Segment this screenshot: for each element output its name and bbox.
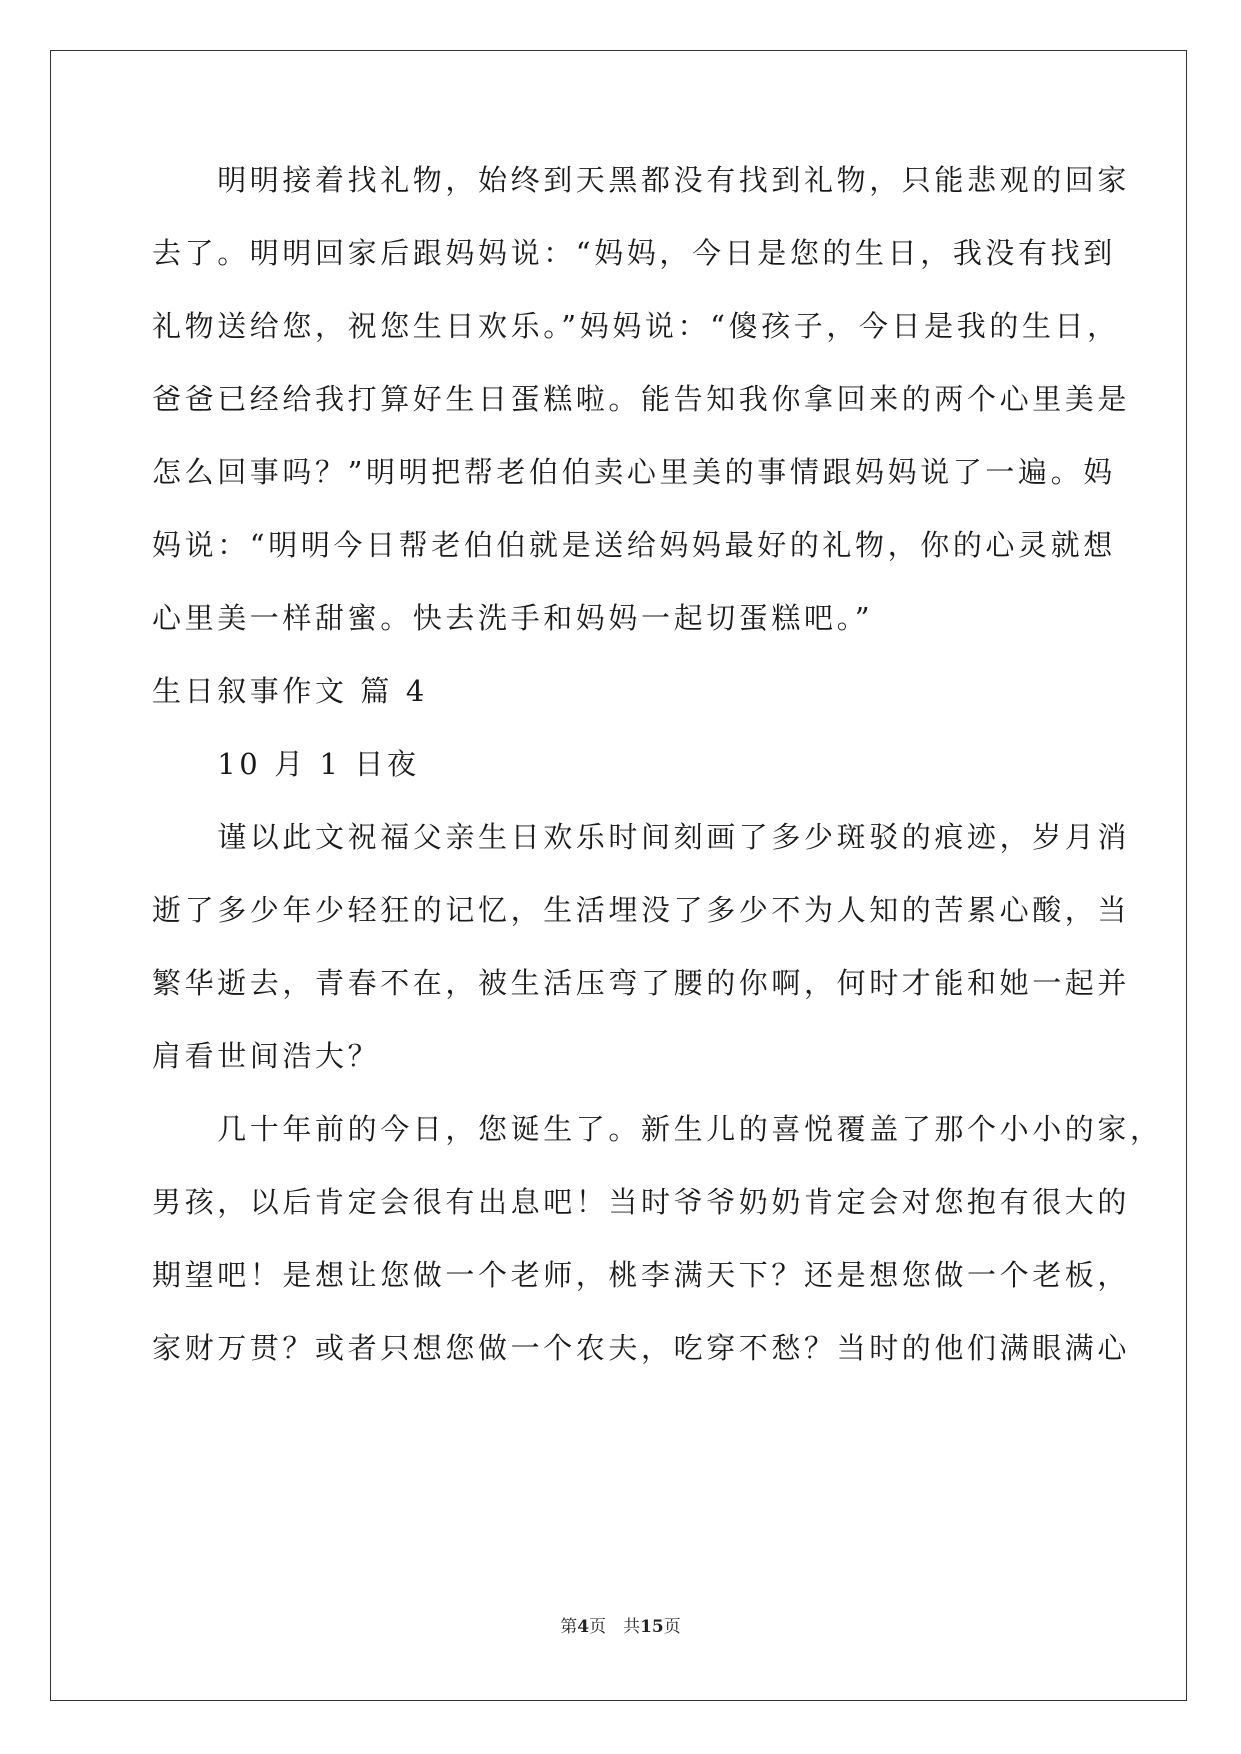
date-line: 10 月 1 日夜	[152, 747, 420, 781]
text-line: 男孩，以后肯定会很有出息吧！当时爷爷奶奶肯定会对您抱有很大的	[152, 1185, 1131, 1219]
text-line: 爸爸已经给我打算好生日蛋糕啦。能告知我你拿回来的两个心里美是	[152, 382, 1131, 416]
text-line: 妈说：“明明今日帮老伯伯就是送给妈妈最好的礼物，你的心灵就想	[152, 528, 1116, 562]
total-page-count: 15	[640, 1617, 664, 1637]
section-heading: 生日叙事作文 篇 4	[152, 674, 428, 708]
text-line: 怎么回事吗？”明明把帮老伯伯卖心里美的事情跟妈妈说了一遍。妈	[152, 455, 1116, 489]
page-border	[50, 50, 1187, 1701]
text-line: 明明接着找礼物，始终到天黑都没有找到礼物，只能悲观的回家	[152, 163, 1131, 197]
footer-middle: 页 共	[589, 1617, 641, 1637]
footer-prefix: 第	[560, 1617, 578, 1637]
text-line: 礼物送给您，祝您生日欢乐。”妈妈说：“傻孩子，今日是我的生日，	[152, 309, 1120, 343]
current-page-number: 4	[577, 1617, 590, 1637]
text-line: 谨以此文祝福父亲生日欢乐时间刻画了多少斑驳的痕迹，岁月消	[152, 820, 1131, 854]
text-line: 逝了多少年少轻狂的记忆，生活埋没了多少不为人知的苦累心酸，当	[152, 893, 1131, 927]
page-footer	[0, 1612, 1241, 1637]
text-line: 家财万贯？或者只想您做一个农夫，吃穿不愁？当时的他们满眼满心	[152, 1331, 1131, 1365]
text-line: 肩看世间浩大？	[152, 1039, 381, 1073]
text-line: 去了。明明回家后跟妈妈说：“妈妈，今日是您的生日，我没有找到	[152, 236, 1116, 270]
text-line: 心里美一样甜蜜。快去洗手和妈妈一起切蛋糕吧。”	[152, 601, 874, 635]
text-line: 几十年前的今日，您诞生了。新生儿的喜悦覆盖了那个小小的家，	[152, 1112, 1163, 1146]
text-line: 期望吧！是想让您做一个老师，桃李满天下？还是想您做一个老板，	[152, 1258, 1131, 1292]
footer-suffix: 页	[663, 1617, 681, 1637]
text-line: 繁华逝去，青春不在，被生活压弯了腰的你啊，何时才能和她一起并	[152, 966, 1131, 1000]
